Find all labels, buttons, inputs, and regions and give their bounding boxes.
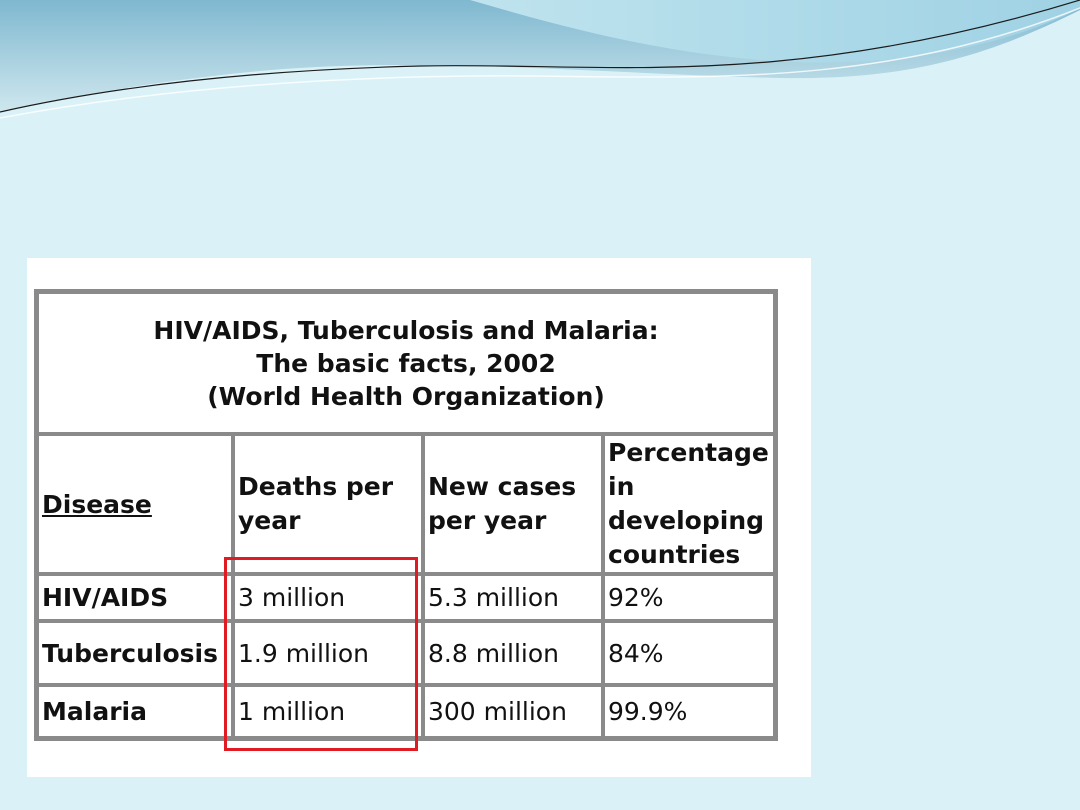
header-row xyxy=(37,434,775,574)
header-percentage xyxy=(603,434,775,574)
title-line: HIV/AIDS, Tuberculosis and Malaria: xyxy=(153,315,659,345)
header-percentage-line: developing xyxy=(608,506,765,535)
percentage-cell: 99.9% xyxy=(603,685,775,738)
header-wave-decoration xyxy=(0,0,1080,130)
header-deaths-line: year xyxy=(238,506,301,535)
disease-cell: Malaria xyxy=(37,685,233,738)
deaths-cell: 1.9 million xyxy=(233,621,423,685)
header-disease xyxy=(37,434,233,574)
new-cases-cell: 300 million xyxy=(423,685,603,738)
header-percentage-line: Percentage xyxy=(608,438,769,467)
deaths-cell: 3 million xyxy=(233,574,423,621)
disease-cell: Tuberculosis xyxy=(37,621,233,685)
deaths-highlight-box xyxy=(224,557,418,751)
new-cases-cell: 8.8 million xyxy=(423,621,603,685)
title-line: (World Health Organization) xyxy=(207,381,605,411)
header-percentage-line: in xyxy=(608,472,635,501)
title-line: The basic facts, 2002 xyxy=(256,348,556,378)
table-title xyxy=(37,292,775,434)
percentage-cell: 84% xyxy=(603,621,775,685)
deaths-cell: 1 million xyxy=(233,685,423,738)
header-percentage-line: countries xyxy=(608,540,741,569)
new-cases-cell: 5.3 million xyxy=(423,574,603,621)
header-new-cases-line: New cases xyxy=(428,472,577,501)
percentage-cell: 92% xyxy=(603,574,775,621)
header-new-cases-line: per year xyxy=(428,506,547,535)
disease-cell: HIV/AIDS xyxy=(37,574,233,621)
header-new-cases xyxy=(423,434,603,574)
header-deaths-line: Deaths per xyxy=(238,472,394,501)
title-row xyxy=(37,292,775,434)
header-deaths xyxy=(233,434,423,574)
header-disease-label: Disease xyxy=(42,489,152,519)
